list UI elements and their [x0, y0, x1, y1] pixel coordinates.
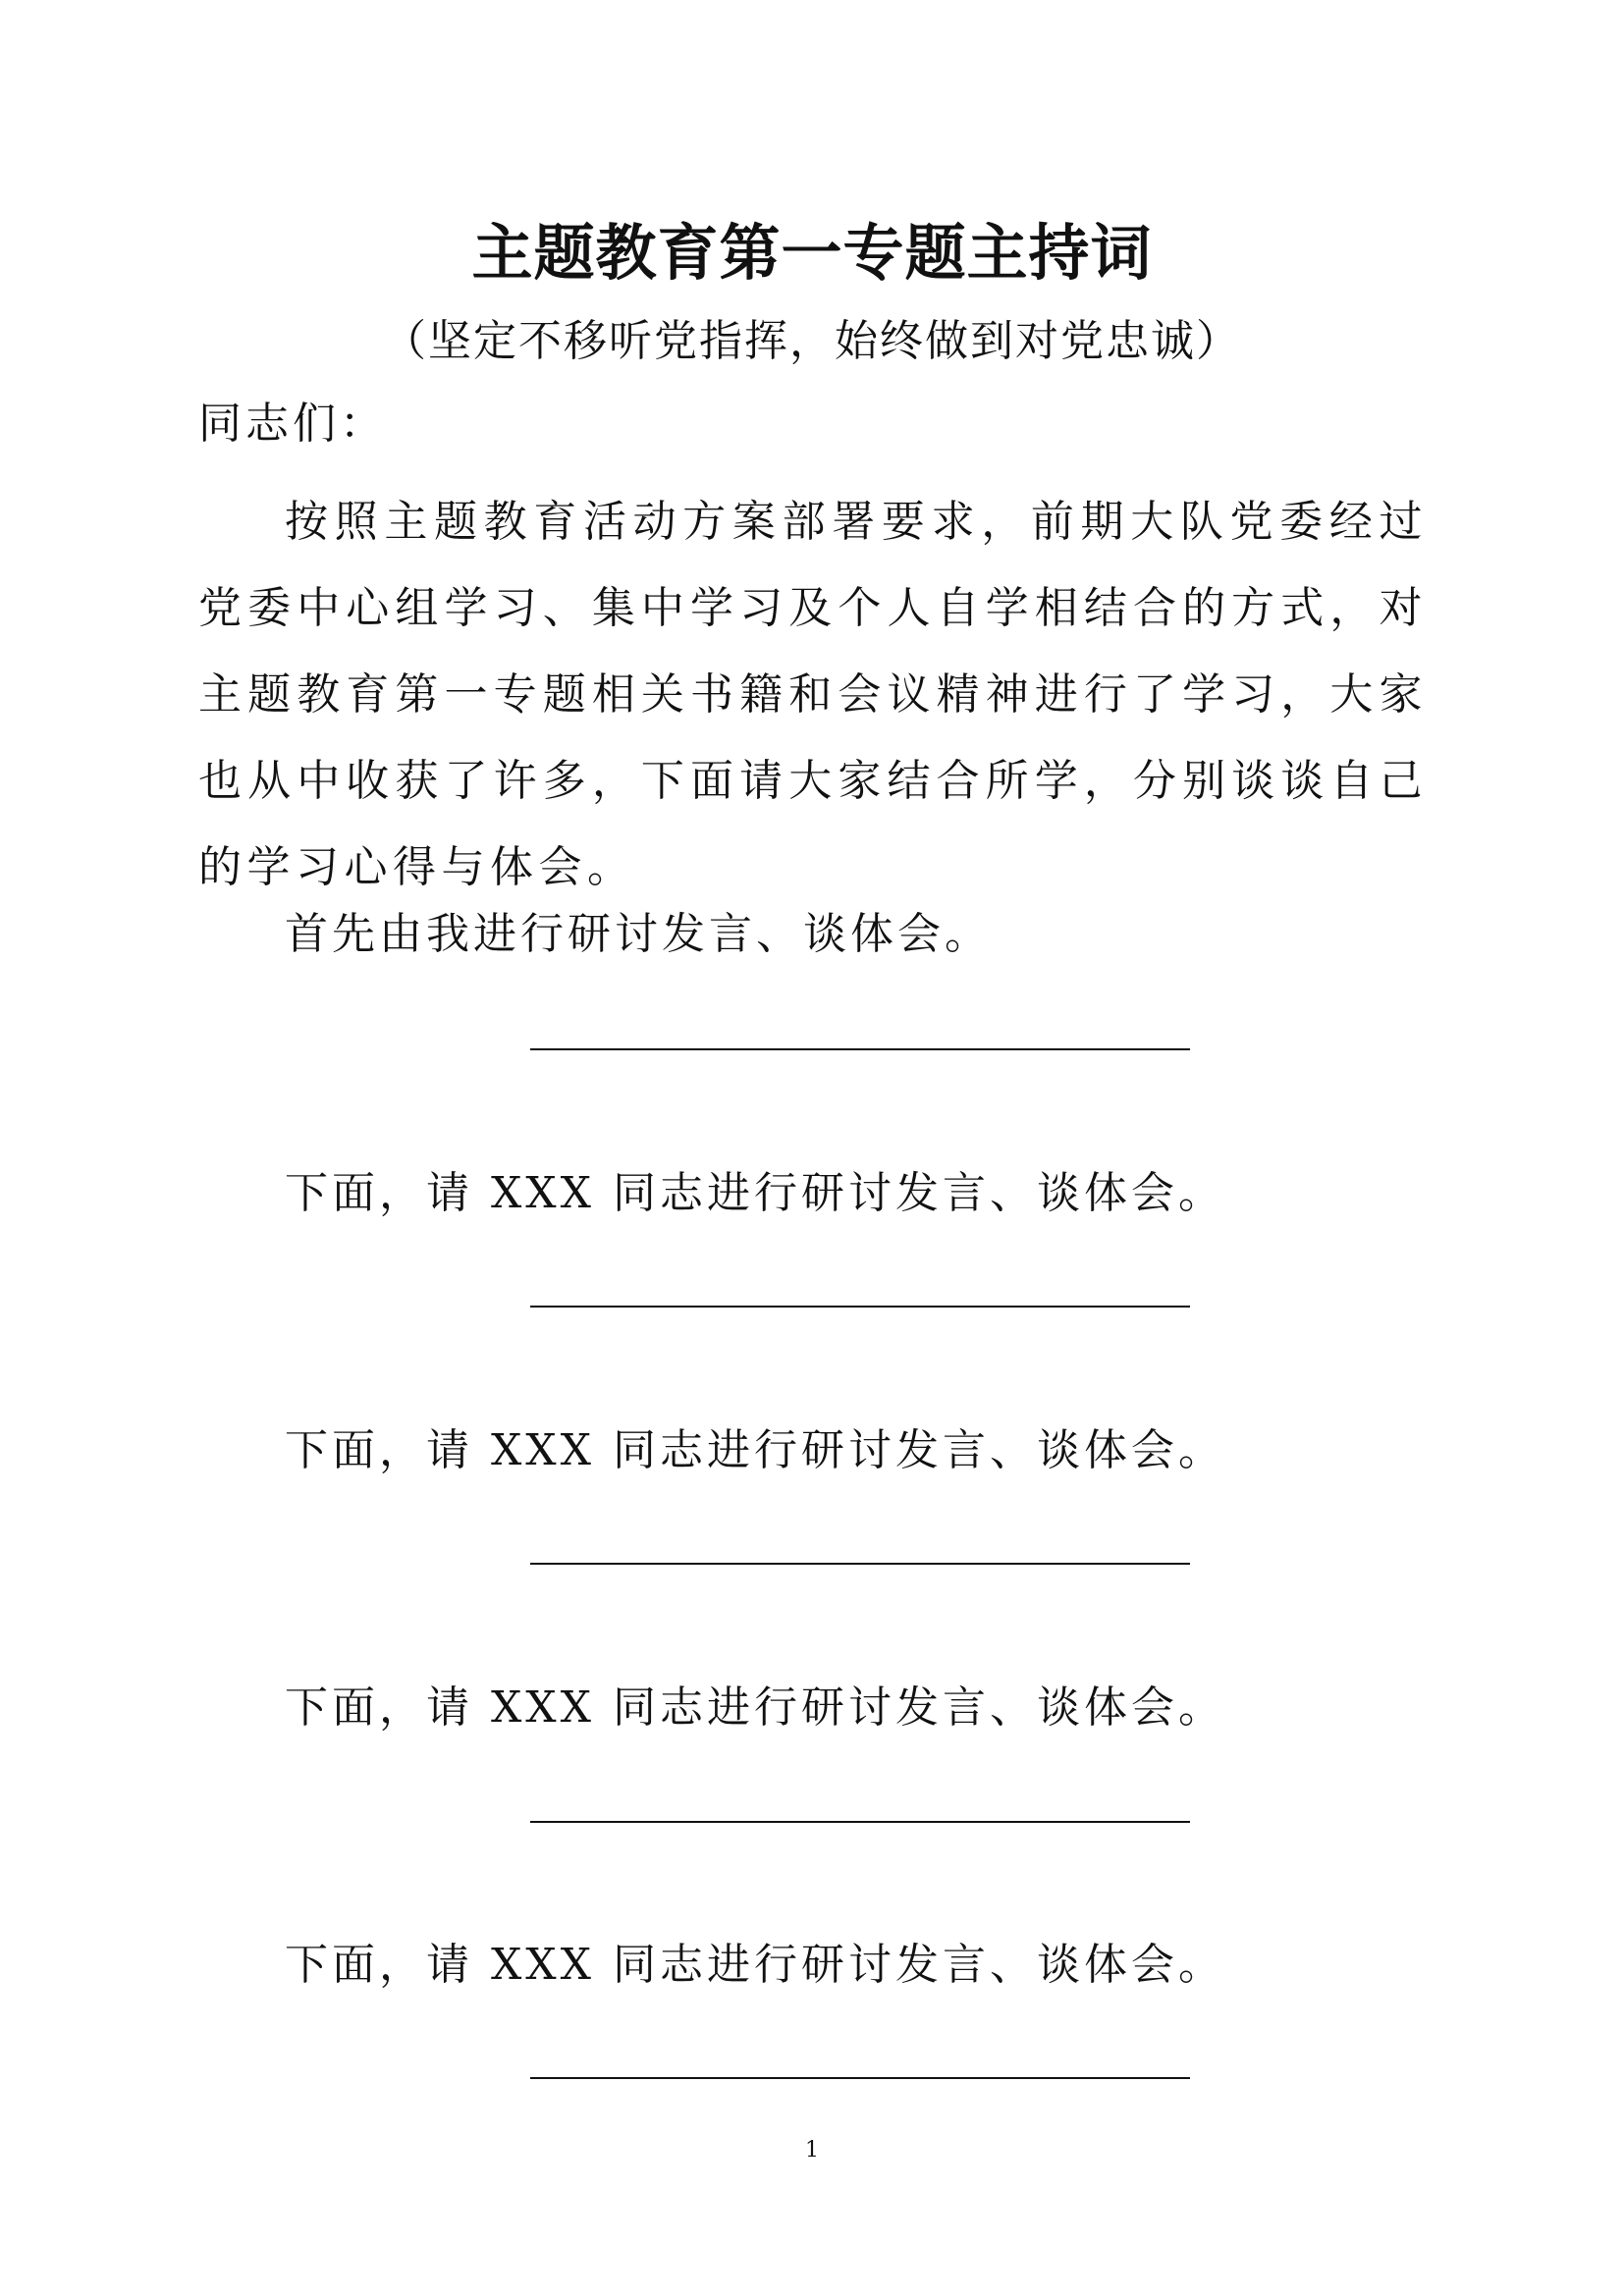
- signature-line-5: [530, 2077, 1190, 2079]
- page-number: 1: [805, 2138, 819, 2163]
- document-subtitle: （坚定不移听党指挥，始终做到对党忠诚）: [383, 316, 1241, 366]
- greeting: 同志们：: [198, 399, 387, 449]
- signature-line-1: [530, 1048, 1190, 1050]
- speaking-item-2: 下面，请 XXX 同志进行研讨发言、谈体会。: [285, 1168, 1225, 1218]
- signature-line-4: [530, 1821, 1190, 1823]
- speaking-item-5: 下面，请 XXX 同志进行研讨发言、谈体会。: [285, 1940, 1225, 1990]
- signature-line-2: [530, 1306, 1190, 1308]
- speaking-item-3: 下面，请 XXX 同志进行研讨发言、谈体会。: [285, 1425, 1225, 1475]
- signature-line-3: [530, 1563, 1190, 1565]
- speaking-item-1: 首先由我进行研讨发言、谈体会。: [285, 909, 992, 959]
- speaking-item-4: 下面，请 XXX 同志进行研讨发言、谈体会。: [285, 1682, 1225, 1733]
- intro-paragraph: 按照主题教育活动方案部署要求，前期大队党委经过党委中心组学习、集中学习及个人自学相结合的方式，对主题教育第一专题相关书籍和会议精神进行了学习，大家也从中收获了许多，下面请大家结合所学，分别谈谈自己的学习心得与体会。: [198, 497, 1428, 892]
- document-title: 主题教育第一专题主持词: [471, 217, 1153, 289]
